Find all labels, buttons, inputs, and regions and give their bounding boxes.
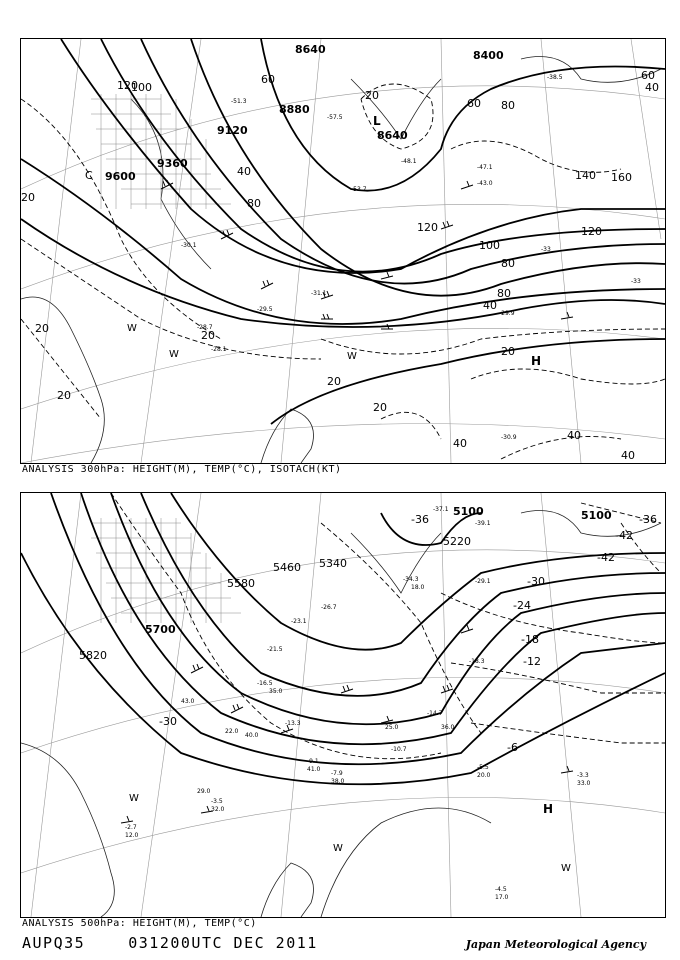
isotach-label: 20 (35, 322, 49, 335)
isotach-label: 160 (611, 171, 632, 184)
temp-label: -18 (521, 633, 539, 646)
temp-label: -28.7 (197, 324, 213, 331)
isotach-label: 80 (501, 99, 515, 112)
obs-value: 40.0 (245, 732, 259, 739)
wind-barbs (161, 180, 573, 329)
height-label-5100-left: 5100 (453, 505, 484, 518)
isotach-label: 80 (247, 197, 261, 210)
temp-label: -30.9 (501, 434, 517, 441)
obs-value: 36.0 (441, 724, 455, 731)
isotach-label: 40 (453, 437, 467, 450)
coastline (21, 511, 661, 918)
height-label-5460: 5460 (273, 561, 301, 574)
warm-mark: W (347, 351, 357, 362)
obs-value: 12.0 (125, 832, 139, 839)
obs-value: 25.0 (385, 724, 399, 731)
height-label-5220: 5220 (443, 535, 471, 548)
temp-label: -36 (639, 513, 657, 526)
obs-value: 38.0 (331, 778, 345, 785)
isotach-label: 140 (575, 169, 596, 182)
temp-label: -3.3 (577, 772, 589, 779)
temp-label: -4.5 (495, 886, 507, 893)
warm-mark: W (169, 349, 179, 360)
isotach-label: 100 (131, 81, 152, 94)
temp-label: -48.1 (401, 158, 417, 165)
caption-300hpa: ANALYSIS 300hPa: HEIGHT(M), TEMP(°C), ISOTACH(KT) (22, 464, 342, 475)
cold-hatch (91, 518, 241, 623)
height-label-5340: 5340 (319, 557, 347, 570)
height-label-5700: 5700 (145, 623, 176, 636)
graticule (21, 39, 665, 463)
temp-label: -42 (615, 529, 633, 542)
temp-label: -29.9 (499, 310, 515, 317)
isotach-label: 40 (621, 449, 635, 462)
isotach-label: 100 (479, 239, 500, 252)
height-label-8640-low: 8640 (377, 129, 408, 142)
height-label-9120: 9120 (217, 124, 248, 137)
temp-label: -10.7 (391, 746, 407, 753)
height-label-5820: 5820 (79, 649, 107, 662)
warm-mark: W (127, 323, 137, 334)
isotach-label: 20 (57, 389, 71, 402)
isotach-label: 40 (567, 429, 581, 442)
temp-label: -23.1 (291, 618, 307, 625)
temp-label: -28.1 (211, 346, 227, 353)
height-label-8400: 8400 (473, 49, 504, 62)
isotach-label: 60 (261, 73, 275, 86)
isotach-label: 40 (483, 299, 497, 312)
temp-label: -3.5 (211, 798, 223, 805)
temp-label: -47.1 (477, 164, 493, 171)
temp-label: -12 (523, 655, 541, 668)
temp-label: -31.1 (311, 290, 327, 297)
caption-500hpa: ANALYSIS 500hPa: HEIGHT(M), TEMP(°C) (22, 918, 257, 929)
height-label-9600: 9600 (105, 170, 136, 183)
temp-label: -24 (513, 599, 531, 612)
chart-500hpa-svg (21, 493, 665, 917)
temp-label: -16.5 (257, 680, 273, 687)
temp-label: -30 (527, 575, 545, 588)
temp-label: -7.9 (331, 770, 343, 777)
isotach-label: 60 (467, 97, 481, 110)
obs-value: 29.0 (197, 788, 211, 795)
temp-label: -6 (507, 741, 518, 754)
temp-label: -13.3 (285, 720, 301, 727)
temp-label: -33 (541, 246, 551, 253)
isotach-label: 120 (417, 221, 438, 234)
obs-value: 18.0 (411, 584, 425, 591)
temp-label: -43.0 (477, 180, 493, 187)
temp-label: -30 (159, 715, 177, 728)
chart-500hpa (20, 492, 666, 918)
obs-value: 33.0 (577, 780, 591, 787)
temp-label: -51.3 (231, 98, 247, 105)
obs-value: 32.0 (211, 806, 225, 813)
temp-label: -42 (597, 551, 615, 564)
temp-label: -37.1 (433, 506, 449, 513)
chart-datetime: 031200UTC DEC 2011 (128, 934, 318, 952)
isotach-label: 80 (501, 257, 515, 270)
temp-label: -57.5 (327, 114, 343, 121)
temp-label: -33 (631, 278, 641, 285)
temp-label: -26.7 (321, 604, 337, 611)
isotach-label: 20 (21, 191, 35, 204)
temp-label: -30.1 (181, 242, 197, 249)
temp-label: -14.7 (427, 710, 443, 717)
low-pressure-mark: L (373, 114, 381, 128)
isotach-label: 20 (365, 89, 379, 102)
obs-value: 20.0 (477, 772, 491, 779)
warm-mark: W (129, 793, 139, 804)
height-contours (21, 39, 665, 424)
isotach-label: 40 (237, 165, 251, 178)
isotach-label: 120 (117, 79, 138, 92)
agency-name: Japan Meteorological Agency (465, 938, 646, 951)
chart-300hpa (20, 38, 666, 464)
temp-label: -9.1 (307, 758, 319, 765)
height-label-9360: 9360 (157, 157, 188, 170)
isotach-label: 60 (641, 69, 655, 82)
temp-label: -34.3 (403, 576, 419, 583)
temp-label: -53.7 (351, 186, 367, 193)
temp-label: -29.1 (475, 578, 491, 585)
cold-mark: C (85, 169, 93, 182)
obs-value: 35.0 (269, 688, 283, 695)
high-pressure-mark: H (531, 354, 542, 368)
obs-value: 22.0 (225, 728, 239, 735)
isotach-label: 20 (201, 329, 215, 342)
warm-mark: W (561, 863, 571, 874)
height-contours (21, 493, 665, 784)
height-label-8880: 8880 (279, 103, 310, 116)
height-label-5100-right: 5100 (581, 509, 612, 522)
isotach-label: 80 (497, 287, 511, 300)
isotach-label: 20 (327, 375, 341, 388)
height-label-8640-top: 8640 (295, 43, 326, 56)
temp-label: -36 (411, 513, 429, 526)
isotach-label: 40 (645, 81, 659, 94)
chart-code: AUPQ35 (22, 934, 86, 952)
isotach-label: 120 (581, 225, 602, 238)
chart-300hpa-svg (21, 39, 665, 463)
temp-label: -21.5 (267, 646, 283, 653)
temp-label: -39.1 (475, 520, 491, 527)
isotach-label: 20 (373, 401, 387, 414)
temp-label: -18.3 (469, 658, 485, 665)
isotach-label: 20 (501, 345, 515, 358)
high-pressure-mark: H (543, 802, 554, 816)
obs-value: 43.0 (181, 698, 195, 705)
temp-label: -5.5 (477, 764, 489, 771)
warm-mark: W (333, 843, 343, 854)
obs-value: 17.0 (495, 894, 509, 901)
temp-label: -29.5 (257, 306, 273, 313)
chart-identifier (22, 934, 318, 952)
temp-label: -2.7 (125, 824, 137, 831)
obs-value: 41.0 (307, 766, 321, 773)
height-label-5580: 5580 (227, 577, 255, 590)
temp-label: -38.5 (547, 74, 563, 81)
